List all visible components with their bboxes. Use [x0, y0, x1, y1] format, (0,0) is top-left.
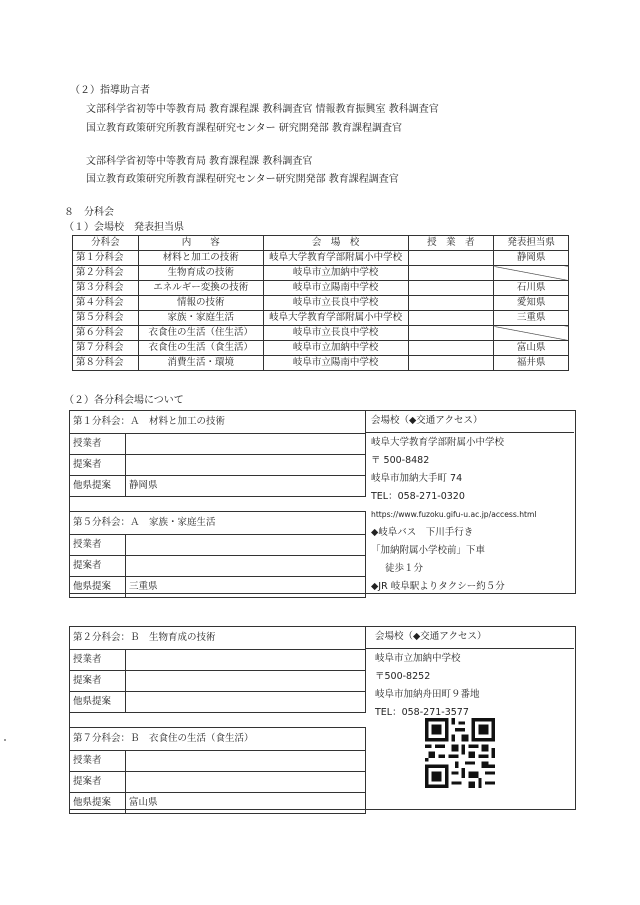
cell-empty-slash [494, 326, 569, 341]
value-other-prefecture: 静岡県 [125, 476, 365, 497]
table-row [73, 311, 569, 326]
cell: 岐阜市立加納中学校 [263, 341, 408, 356]
value-teacher [125, 434, 365, 455]
scan-speck [4, 739, 6, 741]
cell: 第２分科会 [73, 266, 139, 281]
col-header: 発表担当県 [494, 236, 569, 251]
venue-access: ◆JR 岐阜駅よりタクシー約５分 [371, 581, 505, 592]
spacer-row [70, 713, 366, 728]
label-proposer: 提案者 [70, 455, 126, 476]
spacer-row [70, 497, 366, 512]
table-row [73, 296, 569, 311]
table-row [73, 341, 569, 356]
cell [408, 251, 494, 266]
cell: エネルギー変換の技術 [138, 281, 263, 296]
venue-access: 「加納附属小学校前」下車 [371, 545, 486, 556]
session-header: 第７分科会：Ｂ 衣食住の生活（食生活） [70, 728, 366, 751]
cell: 材料と加工の技術 [138, 251, 263, 266]
section-title: ８ 分科会 [64, 207, 114, 218]
table-row [73, 251, 569, 266]
cell: 第８分科会 [73, 356, 139, 371]
cell: 第４分科会 [73, 296, 139, 311]
venue-table [72, 235, 569, 371]
cell [408, 311, 494, 326]
cell: 第７分科会 [73, 341, 139, 356]
venue-school: 岐阜大学教育学部附属小中学校 [371, 437, 505, 448]
label-proposer: 提案者 [70, 772, 126, 793]
table-header-row [73, 236, 569, 251]
advisor-line: 国立教育政策研究所教育課程研究センター研究開発部 教育課程調査官 [86, 174, 399, 185]
session-header: 第１分科会：Ａ 材料と加工の技術 [70, 411, 366, 434]
cell: 第６分科会 [73, 326, 139, 341]
label-proposer: 提案者 [70, 556, 126, 577]
venue-school: 岐阜市立加納中学校 [375, 653, 461, 664]
value-proposer [125, 455, 365, 476]
col-header: 分科会 [73, 236, 139, 251]
cell: 生物育成の技術 [138, 266, 263, 281]
venue-heading: 会場校（◆交通アクセス） [375, 631, 487, 642]
value-teacher [125, 751, 365, 772]
table-row [73, 266, 569, 281]
label-other-prefecture: 他県提案 [70, 692, 126, 713]
subsection-title: （２）各分科会場について [64, 395, 184, 406]
value-other-prefecture: 富山県 [125, 793, 365, 814]
cell [408, 326, 494, 341]
col-header: 内 容 [138, 236, 263, 251]
value-proposer [125, 772, 365, 793]
cell [408, 356, 494, 371]
cell: 富山県 [494, 341, 569, 356]
value-proposer [125, 556, 365, 577]
label-other-prefecture: 他県提案 [70, 577, 126, 598]
qr-code-icon[interactable] [425, 718, 495, 788]
cell: 岐阜市立長良中学校 [263, 296, 408, 311]
session-grid-2 [69, 626, 366, 814]
label-teacher: 授業者 [70, 434, 126, 455]
cell: 岐阜市立陽南中学校 [263, 356, 408, 371]
venue-address: 岐阜市加納舟田町９番地 [375, 689, 480, 700]
cell: 福井県 [494, 356, 569, 371]
venue-info-1 [371, 412, 537, 596]
label-other-prefecture: 他県提案 [70, 793, 126, 814]
cell: 石川県 [494, 281, 569, 296]
venue-postal: 〒 500-8482 [371, 455, 430, 466]
cell: 第３分科会 [73, 281, 139, 296]
subsection-title: （１）会場校 発表担当県 [64, 222, 184, 233]
value-teacher [125, 535, 365, 556]
label-teacher: 授業者 [70, 535, 126, 556]
venue-tel: TEL：058-271-3577 [375, 707, 469, 718]
venue-access: ◆岐阜バス 下川手行き [371, 527, 474, 538]
col-header: 授 業 者 [408, 236, 494, 251]
cell: 岐阜大学教育学部附属小中学校 [263, 251, 408, 266]
venue-heading: 会場校（◆交通アクセス） [371, 415, 483, 426]
cell: 三重県 [494, 311, 569, 326]
venue-address: 岐阜市加納大手町 74 [371, 473, 463, 484]
advisors-heading: （２）指導助言者 [70, 85, 150, 96]
cell: 愛知県 [494, 296, 569, 311]
venue-postal: 〒500-8252 [375, 671, 431, 682]
cell: 衣食住の生活（食生活） [138, 341, 263, 356]
advisor-line: 文部科学省初等中等教育局 教育課程課 教科調査官 情報教育振興室 教科調査官 [86, 104, 439, 115]
cell: 静岡県 [494, 251, 569, 266]
venue-access: 徒歩１分 [385, 563, 424, 574]
cell [408, 266, 494, 281]
venue-tel: TEL：058-271-0320 [371, 491, 465, 502]
cell: 岐阜市立陽南中学校 [263, 281, 408, 296]
venue-info-2 [375, 628, 487, 722]
table-row [73, 281, 569, 296]
value-other-prefecture: 三重県 [125, 577, 365, 598]
cell [408, 281, 494, 296]
cell: 岐阜市立長良中学校 [263, 326, 408, 341]
cell [408, 296, 494, 311]
cell [408, 341, 494, 356]
cell: 岐阜市立加納中学校 [263, 266, 408, 281]
cell: 情報の技術 [138, 296, 263, 311]
cell: 第１分科会 [73, 251, 139, 266]
label-other-prefecture: 他県提案 [70, 476, 126, 497]
session-header: 第２分科会：Ｂ 生物育成の技術 [70, 627, 366, 650]
label-teacher: 授業者 [70, 650, 126, 671]
table-row [73, 326, 569, 341]
cell: 家族・家庭生活 [138, 311, 263, 326]
cell: 第５分科会 [73, 311, 139, 326]
value-teacher [125, 650, 365, 671]
label-teacher: 授業者 [70, 751, 126, 772]
cell: 消費生活・環境 [138, 356, 263, 371]
session-header: 第５分科会：Ａ 家族・家庭生活 [70, 512, 366, 535]
cell: 岐阜大学教育学部附属小中学校 [263, 311, 408, 326]
advisor-line: 国立教育政策研究所教育課程研究センター 研究開発部 教育課程調査官 [86, 123, 402, 134]
advisor-line: 文部科学省初等中等教育局 教育課程課 教科調査官 [86, 156, 313, 167]
cell: 衣食住の生活（住生活） [138, 326, 263, 341]
value-other-prefecture [125, 692, 365, 713]
cell-empty-slash [494, 266, 569, 281]
venue-url[interactable]: https://www.fuzoku.gifu-u.ac.jp/access.html [371, 510, 537, 519]
value-proposer [125, 671, 365, 692]
table-row [73, 356, 569, 371]
session-grid-1 [69, 410, 366, 598]
col-header: 会 場 校 [263, 236, 408, 251]
label-proposer: 提案者 [70, 671, 126, 692]
